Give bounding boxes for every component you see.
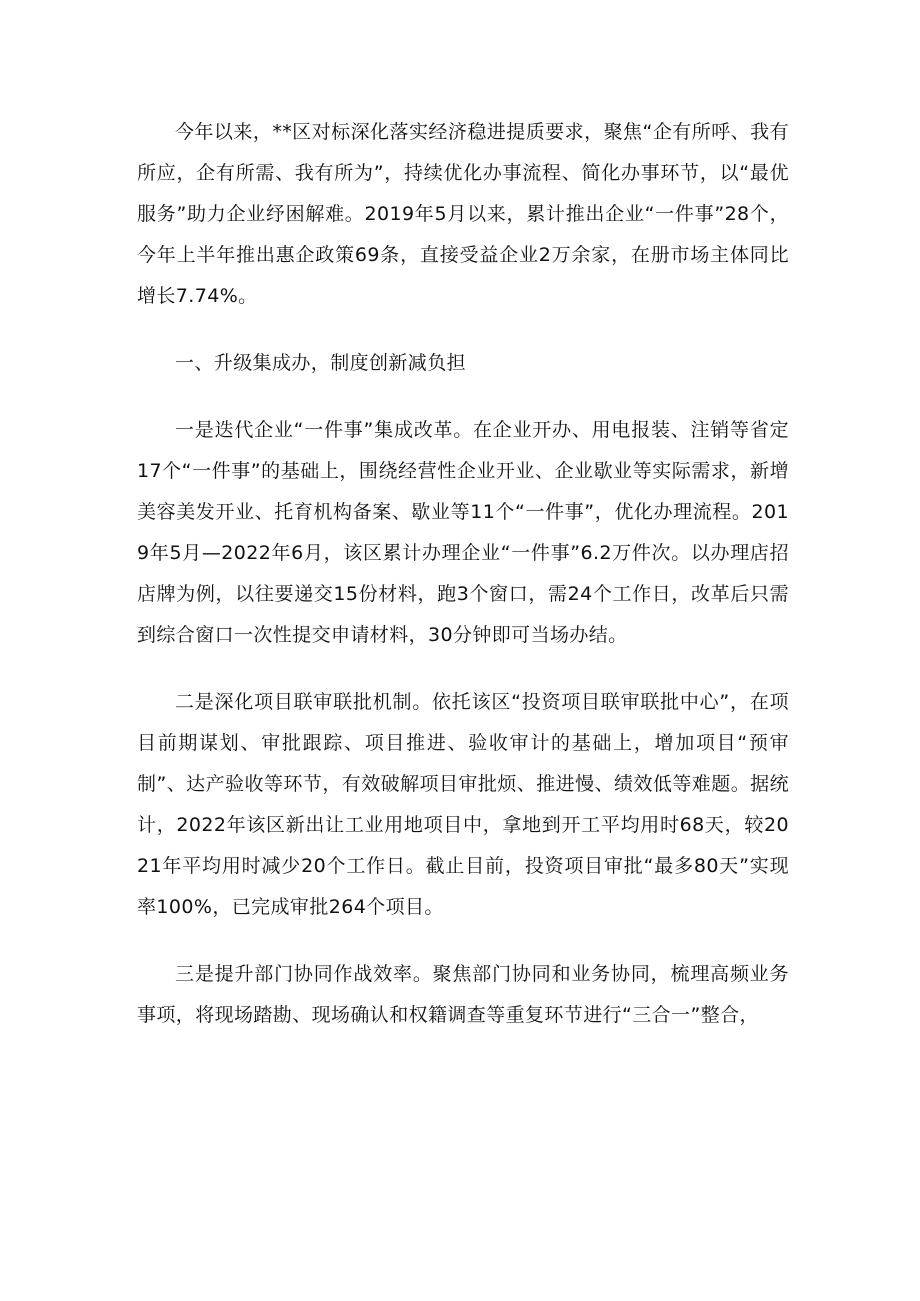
intro-paragraph: 今年以来，**区对标深化落实经济稳进提质要求，聚焦“企有所呼、我有所应，企有所需、我有所为”，持续优化办事流程、简化办事环节，以“最优服务”助力企业纾困解难。2019年5月以来，累计推出企业“一件事”28个，今年上半年推出惠企政策69条，直接受益企业2万余家，在册市场主体同比增长7.74%。 bbox=[137, 121, 789, 307]
paragraph-joint-review: 二是深化项目联审联批机制。依托该区“投资项目联审联批中心”，在项目前期谋划、审批跟踪、项目推进、验收审计的基础上，增加项目“预审制”、达产验收等环节，有效破解项目审批烦、推进慢、绩效低等难题。据统计，2022年该区新出让工业用地项目中，拿地到开工平均用时68天，较2021年平均用时减少20个工作日。截止目前，投资项目审批“最多80天”实现率100%，已完成审批264个项目。 bbox=[137, 691, 789, 918]
paragraph-department-coordination: 三是提升部门协同作战效率。聚焦部门协同和业务协同，梳理高频业务事项，将现场踏勘、现场确认和权籍调查等重复环节进行“三合一”整合， bbox=[137, 963, 789, 1026]
document-body bbox=[137, 112, 789, 1036]
section-heading: 一、升级集成办，制度创新减负担 bbox=[175, 352, 467, 374]
paragraph-one-thing-reform: 一是迭代企业“一件事”集成改革。在企业开办、用电报装、注销等省定17个“一件事”的基础上，围绕经营性企业开业、企业歇业等实际需求，新增美容美发开业、托育机构备案、歇业等11个“一件事”，优化办理流程。2019年5月—2022年6月，该区累计办理企业“一件事”6.2万件次。以办理店招店牌为例，以往要递交15份材料，跑3个窗口，需24个工作日，改革后只需到综合窗口一次性提交申请材料，30分钟即可当场办结。 bbox=[137, 419, 789, 646]
